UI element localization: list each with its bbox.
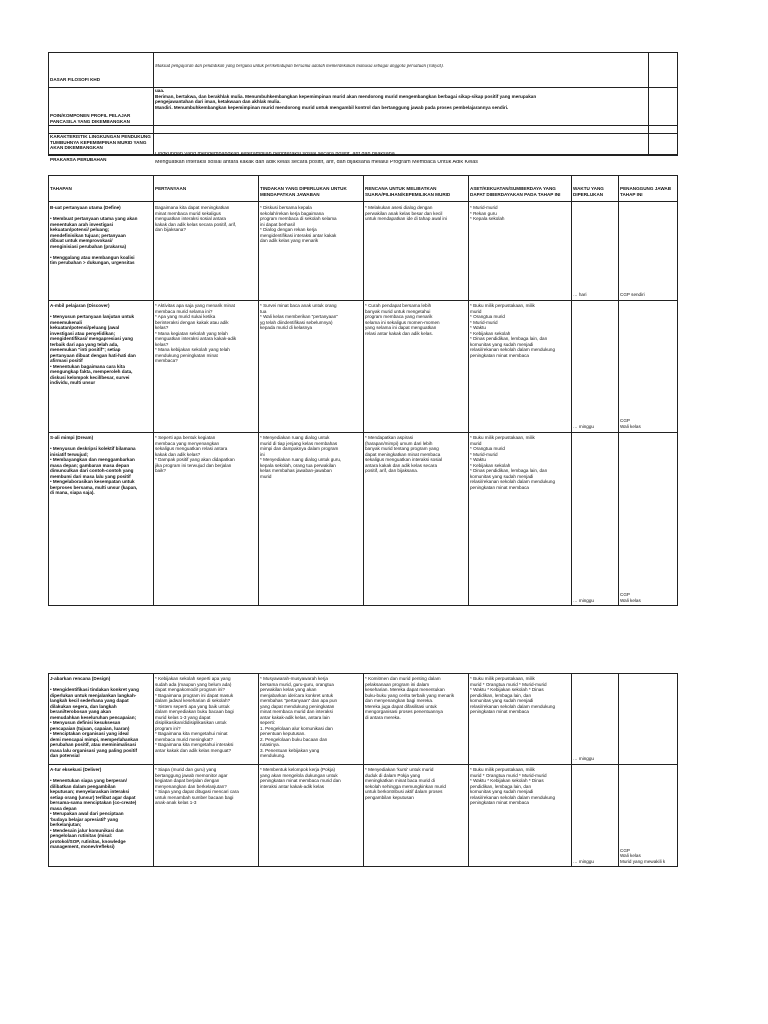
tahapan-line: dilibatkan dalam pengambilan [50, 783, 116, 789]
pertanyaan-line: * Seperti apa bentuk kegiatan [155, 435, 216, 440]
tahapan-line: menentukan arah investigasi [50, 221, 114, 227]
aset-cell [470, 767, 569, 806]
pertanyaan-cell [155, 205, 256, 233]
rencana-line: di antara mereka. [365, 714, 401, 720]
tahapan-line: • Menyusun deskripsi kolektif bilamana [50, 446, 136, 451]
tindakan-line: yang dapat mendukung peningkatan [260, 703, 335, 709]
pertanyaan-line: program ini? [155, 725, 181, 731]
aset-line: * Murid-murid [470, 451, 498, 457]
aset-line: * Kebijakan sekolah [470, 462, 511, 468]
aset-line: * Kebijakan sekolah [470, 330, 511, 336]
tahapan-line: keputusan; menyelaraskan interaksi [50, 789, 130, 794]
rencana-line: dan menyenangkan bagi mereka. [365, 698, 434, 703]
aset-line: * Kepala sekolah [470, 216, 505, 221]
tindakan-line: perwakilan kelas yang akan [260, 687, 317, 692]
pertanyaan-line: membaca murid meningkat? [155, 736, 213, 742]
rencana-line: yang selama ini dapat menguatkan [365, 325, 437, 330]
aset-line: murid * Orangtua murid * Murid-murid [470, 772, 547, 778]
aset-line: murid * Orangtua murid * Murid-murid [470, 681, 547, 687]
aset-line: * Waktu [470, 457, 486, 462]
pertanyaan-line: sudah ada (maupun yang belum ada) [155, 681, 232, 687]
tahapan-line: di mana, siapa saja). [50, 490, 95, 495]
pertanyaan-line: kelas? [155, 325, 169, 330]
tindakan-line: * Membentuk kelompok kerja (Pokja) [260, 767, 336, 772]
tahapan-line: • Menentukan bagaimana cara kita [50, 363, 125, 369]
tahapan-line: protokol/SOP, rutinitas, knowledge [50, 838, 126, 844]
tindakan-line: kelas membahas jawaban-jawaban [260, 468, 332, 473]
aset-line: relasi/rekanan sekolah dalam mendukung [470, 794, 556, 800]
rencana-line: mengorganisasi proses penentuannya [365, 709, 443, 714]
pertanyaan-line: disiplikasikan/didisiplikasikan untuk [155, 720, 227, 725]
tindakan-line: murid di tiap jenjang kelas membahas [260, 440, 338, 446]
tindakan-line: ini [260, 451, 265, 457]
tahapan-line: dilakukan segera, dan langkah [50, 703, 117, 709]
pertanyaan-line: menguatkan interaksi antara kakak-adik [155, 336, 237, 341]
tahapan-line: • Merupakan awal dari penciptaan [50, 811, 124, 816]
tindakan-line: kepala sekolah, orang tua perwakilan [260, 462, 336, 468]
pertanyaan-line: minat membaca murid sekaligus [155, 210, 221, 216]
pertanyaan-cell [155, 303, 256, 364]
pertanyaan-line: * Bagaimana program ini dapat masuk [155, 692, 234, 698]
label-profil-pelajar: POIN/KOMPONEN PROFIL PELAJAR PANCASILA YANG DIKEMBANGKAN [50, 113, 131, 124]
tahapan-line: • Membayangkan dan menggambarkan [50, 457, 135, 462]
tahapan-cell [50, 205, 151, 266]
tahapan-line: • Mendesain jalur komunikasi dan [50, 827, 124, 833]
tahapan-line: masa lalu organisasi yang paling positif [50, 747, 138, 753]
tindakan-line: menjabarkan ide/cara konkret untuk [260, 692, 334, 698]
tahapan-line: 'budaya belajar apresiatif' yang [50, 816, 119, 822]
aset-line: * Murid-murid [470, 319, 498, 325]
rencana-line: duduk di dalam Pokja yang [365, 772, 421, 778]
tindakan-cell [260, 303, 361, 331]
content-dasar-filosofi: Maksud pengajaran dan pendidikan yang berguna untuk perikehidupan bersama adalah memerdekakan manusia sebagai anggota persatuan (rakyat). [155, 64, 444, 69]
rencana-line: dapat meningkatkan minat membaca [365, 451, 441, 457]
tindakan-line: peningkatan minat membaca murid dan [260, 778, 341, 783]
waktu-cell: … hari [573, 292, 587, 297]
tindakan-line: yg telah diindentifikasi sebelumnya) [260, 319, 333, 325]
rencana-line: (harapan/mimpi) umum dari lebih [365, 440, 433, 446]
rencana-cell [365, 767, 466, 800]
tahapan-line: pencapaian (tujuan, capaian, luaran) [50, 725, 130, 731]
tahapan-line: S-ali mimpi (Dream) [50, 435, 94, 440]
tahapan-line: A-tur eksekusi (Deliver) [50, 767, 102, 772]
tahapan-line: masa depan [50, 805, 77, 811]
pertanyaan-line: * Siapa (murid dan guru) yang [155, 767, 217, 772]
aset-line: * Buku milik perpustakaan, milik [470, 435, 535, 440]
tahapan-line: membumi dari masa lalu yang positif [50, 473, 131, 479]
tahapan-line: dibuat untuk memprovokasi/ [50, 238, 113, 243]
tahapan-line: mendefinisikan tujuan; pertanyaan [50, 232, 126, 238]
pertanyaan-line: * Apa yang murid sukai ketika [155, 314, 216, 319]
tindakan-line: interaksi antar kakak-adik kelas [260, 783, 325, 789]
rencana-line: sekaligus menguatkan interaksi sosial [365, 457, 443, 462]
header-tahapan: TAHAPAN [50, 186, 72, 191]
aset-line: * Dinas pendidikan, lembaga lain, dan [470, 336, 548, 341]
aset-line: * Orangtua murid [470, 314, 505, 319]
pj-line: CGP [620, 847, 630, 853]
pertanyaan-line: membaca? [155, 358, 178, 363]
pj-cell [620, 292, 677, 298]
aset-cell [470, 676, 569, 715]
label-dasar-filosofi: DASAR FILOSOFI KHD [50, 77, 101, 82]
pertanyaan-line: dalam jadwal keseharian di sekolah? [155, 698, 231, 703]
rencana-line: selama ini sekaligus momen-momen [365, 319, 440, 325]
pertanyaan-line: * Bagaimana kita mengetahui minat [155, 731, 228, 736]
tahapan-cell [50, 676, 151, 759]
rencana-line: banyak murid tentang program yang [365, 446, 439, 451]
tahapan-line: afirmasi positif [50, 358, 83, 363]
rencana-line: antara kakak dan adik kelas secara [365, 462, 438, 468]
tindakan-line: * Musyawarah-musyawarah kerja [260, 676, 328, 681]
pertanyaan-line: kakak dan adik kelas secara positif, arif, [155, 221, 237, 227]
pj-line: Wali kelas [620, 853, 641, 858]
tahapan-line: diperlukan untuk menjalankan langkah- [50, 692, 137, 698]
tahapan-line: berproses bersama, multi unsur (kapan, [50, 484, 138, 490]
waktu-cell: … minggu [573, 424, 594, 429]
aset-line: relasi/rekanan sekolah dalam mendukung [470, 347, 556, 352]
tindakan-line: * Survei minat baca anak untuk orang [260, 303, 337, 308]
rencana-line: positif, arif, dan bijaksana. [365, 468, 419, 473]
content-prakarsa: Menguatkan interaksi sosial antara kakak dan adik kelas secara positif, arif, dan bijaksana melalui Program Membaca Untuk Adik Kelas [155, 160, 479, 165]
aset-line: * Dinas pendidikan, lembaga lain, dan [470, 468, 548, 473]
header-waktu: WAKTU YANG DIPERLUKAN [573, 186, 604, 197]
header-pj: PENANGGUNG JAWAB TAHAP INI [620, 186, 672, 197]
header-tindakan: TINDAKAN YANG DIPERLUKAN UNTUK MENDAPATKAN JAWABAN [260, 186, 347, 197]
tindakan-line: * Dialog dengan rekan kerja [260, 227, 317, 232]
aset-cell [470, 435, 569, 490]
pertanyaan-line: dapat mengakomodir program ini? [155, 687, 225, 692]
tindakan-line: dan adik kelas yang menarik [260, 238, 319, 243]
tindakan-line: mengidentifikasi interaksi antar kakak [260, 232, 337, 238]
rencana-line: buku-buku yang cerita terbaik yang menarik [365, 692, 455, 698]
tahapan-line: setiap orang (unsur) terlibat agar dapat [50, 794, 136, 800]
tindakan-line: rutasinya. [260, 742, 280, 747]
pertanyaan-line: bertanggung jawab memonitor agar [155, 772, 228, 778]
tindakan-line: 2. Pengelolaan buku bacaan dan [260, 736, 328, 742]
tahapan-line: J-abarkan rencana (Design) [50, 676, 111, 681]
rencana-line: * Mendapatkan aspirasi [365, 435, 414, 440]
rencana-cell [365, 205, 466, 222]
pertanyaan-line: kakak dan adik kelas? [155, 451, 201, 457]
tahapan-cell [50, 767, 151, 850]
aset-line: * Orangtua murid [470, 446, 505, 451]
tahapan-line: menginisiasi perubahan (prakarsa) [50, 243, 127, 249]
pertanyaan-line: murid kelas 1-3 yang dapat [155, 714, 211, 720]
aset-line: * Buku milik perpustakaan, milik [470, 676, 535, 681]
tahapan-line: tim perubahan > dukungan, urgensitas [50, 260, 135, 265]
pertanyaan-line: * Bagaimana kita mengetahui interaksi [155, 742, 234, 747]
tindakan-line: penentuan keputusan. [260, 731, 306, 736]
pertanyaan-line: Bagaimana kita dapat meningkatkan [155, 205, 230, 210]
pj-line: CGP [620, 418, 630, 423]
aset-cell [470, 205, 569, 222]
pj-line: CGP sendiri [620, 291, 645, 297]
tahapan-line: menemukan "inti positif"; setiap [50, 347, 121, 352]
tahapan-line: investigasi atau penyelidikan; [50, 330, 116, 336]
pertanyaan-line: * Aktivitas apa saja yang menarik minat [155, 303, 235, 308]
pertanyaan-line: membaca murid selama ini? [155, 308, 213, 314]
rencana-cell [365, 676, 466, 720]
rencana-line: program membaca yang menarik [365, 314, 433, 319]
aset-line: peningkatan minat membaca [470, 352, 529, 358]
aset-line: komunitas yang sudah menjadi [470, 789, 534, 794]
aset-line: * Rekan guru [470, 210, 497, 216]
tahapan-line: perubahan positif, atau meminimalisasi [50, 742, 137, 747]
pertanyaan-line: * Mana kebijakan sekolah yang telah [155, 347, 230, 352]
rencana-line: * Menyediakan 'kursi' untuk murid [365, 767, 434, 772]
tahapan-line: • Membuat pertanyaan utama yang akan [50, 216, 138, 221]
tahapan-line: individu, multi unsur [50, 380, 96, 385]
header-rencana: RENCANA UNTUK MELIBATKAN SUARA/PILIHAN/KEPEMILIKAN MURID [365, 186, 451, 197]
rencana-line: * Melakukan asesi dialog dengan [365, 205, 433, 210]
tahapan-line: bersama-sama menciptakan (co-create) [50, 800, 137, 805]
tahapan-line: pengelolaan rutinitas (misal: [50, 833, 113, 838]
tahapan-line: pertanyaan dibuat dengan hati-hati dan [50, 352, 136, 358]
content-profil-pelajar: uaa. Beriman, bertakwa, dan berakhlak mulia. Menumbuhkembangkan kepemimpinan murid akan mendorong murid mengembangkan berbagai sikap-sikap positif yang merupakan pengejawantahan dari iman, ketakwaan dan akhlak mulia. Mandiri. Menumbuhkembangkan kepemimpinan murid mendorong murid untuk mengambil kontrol dan bertanggung jawab pada proses pembelajarannya sendiri. [155, 88, 537, 110]
tahapan-line: management, monev/refleksi) [50, 844, 115, 849]
pj-line: Wali kelas [620, 597, 641, 603]
tahapan-line: diskusi kelompok kecil/besar, survei [50, 374, 130, 380]
tindakan-line: 1. Pengelolaan alur komunikasi dan [260, 725, 333, 731]
tahapan-line: kekuatan/potensi/ peluang; [50, 227, 110, 232]
tindakan-line: * Diskusi bersama kepala [260, 205, 312, 210]
aset-line: * Murid-murid [470, 205, 498, 210]
tahapan-line: mengidentifikasi/ mengapresiasi yang [50, 336, 133, 341]
pertanyaan-line: menguatkan interaksi sosial antara [155, 216, 226, 221]
pj-cell [620, 418, 677, 429]
aset-line: komunitas yang sudah menjadi [470, 473, 534, 479]
pertanyaan-line: anak-anak kelas 1-3 [155, 800, 197, 805]
pertanyaan-line: berinteraksi dengan kakak atau adik [155, 319, 229, 325]
label-karakteristik: KARAKTERISTIK LINGKUNGAN PENDUKUNG TUMBUHNYA KEPEMIMPINAN MURID YANG AKAN DIKEMBANGKAN [50, 134, 151, 150]
aset-line: murid [470, 440, 482, 446]
rencana-line: banyak murid untuk mengetahui [365, 308, 431, 314]
aset-line: * Waktu [470, 325, 486, 330]
tahapan-line: • Menyusun definisi kesuksesan [50, 720, 121, 725]
tahapan-line: • Menyusun pertanyaan lanjutan untuk [50, 314, 135, 319]
pertanyaan-line: kelas? [155, 341, 169, 347]
tindakan-cell [260, 767, 361, 789]
tahapan-line: • Menentukan siapa yang berperan/ [50, 778, 127, 783]
tahapan-line: menemukenali [50, 319, 82, 325]
tahapan-line: inisiatif terwujud; [50, 451, 89, 457]
aset-line: * Waktu * Kebijakan sekolah * Dinas [470, 778, 544, 783]
pertanyaan-cell [155, 676, 256, 753]
pertanyaan-line: membaca yang menyenangkan [155, 440, 220, 446]
tahapan-line: A-mbil pelajaran (Discover) [50, 303, 110, 308]
pertanyaan-line: mendukung peningkatan minat [155, 352, 218, 358]
aset-line: komunitas yang sudah menjadi [470, 698, 534, 703]
pertanyaan-line: * Siapa yang dapat ditugasi mencari cara [155, 789, 239, 794]
tindakan-line: yang akan mengelola dukungan untuk [260, 772, 338, 778]
aset-line: peningkatan minat membaca [470, 800, 529, 805]
waktu-cell: … minggu [573, 598, 594, 603]
aset-line: * Waktu * Kebijakan sekolah * Dinas [470, 687, 544, 692]
tindakan-line: murid [260, 473, 272, 479]
aset-line: pendidikan, lembaga lain, dan [470, 783, 532, 789]
tindakan-line: minat membaca murid dan interaksi [260, 709, 333, 714]
tindakan-line: seperti: [260, 720, 276, 725]
tindakan-line: mimpi dan dampaknya dalam program [260, 446, 339, 451]
pj-line: Wali kelas [620, 423, 641, 429]
tahapan-line: mengungkap fakta, memperoleh data, [50, 369, 133, 374]
rencana-line: * Komitmen dan murid penting dalam [365, 676, 441, 681]
tindakan-line: tua [260, 308, 267, 314]
tahapan-line: dimunculkan dari contoh-contoh yang [50, 468, 134, 473]
pertanyaan-line: * Kebijakan sekolah seperti apa yang [155, 676, 231, 681]
pertanyaan-cell [155, 767, 256, 806]
tindakan-line: 3. Penentuan kebijakan yang [260, 747, 320, 753]
header-pertanyaan: PERTANYAAN [155, 186, 187, 191]
tindakan-cell [260, 676, 361, 759]
waktu-cell: … minggu [573, 859, 594, 864]
tindakan-line: kepada murid di kelasnya [260, 325, 313, 330]
pertanyaan-line: * Sistem seperti apa yang baik untuk [155, 703, 230, 709]
pertanyaan-line: dalam menyediakan buku bacaan bagi [155, 709, 234, 714]
pertanyaan-line: menyenangkan dan berkelanjutan? [155, 783, 227, 789]
rencana-line: * Curah pendapat bersama lebih [365, 303, 432, 308]
aset-line: * Buku milik perpustakaan, milik [470, 303, 535, 308]
tindakan-line: * Menyediakan ruang dialog untuk [260, 435, 330, 440]
rencana-cell [365, 435, 466, 474]
tahapan-line: terbaik dari apa yang telah ada, [50, 341, 119, 347]
tindakan-line: ini dapat berhasil [260, 221, 295, 227]
pertanyaan-line: baik? [155, 468, 166, 473]
pertanyaan-line: antar kakak dan adik kelas menguat? [155, 747, 232, 753]
rencana-line: sekolah sehingga memungkinkan murid [365, 783, 446, 789]
pertanyaan-line: * Dampak positif yang akan didapatkan [155, 457, 235, 462]
tindakan-cell [260, 205, 361, 244]
aset-line: peningkatan minat membaca [470, 709, 529, 714]
aset-line: * Buku milik perpustakaan, milik [470, 767, 535, 772]
pertanyaan-line: * Mana kegiatan sekolah yang telah [155, 330, 228, 336]
aset-cell [470, 303, 569, 358]
rencana-line: untuk mendapatkan ide di tahap awal ini [365, 216, 447, 221]
tahapan-line: dan potensial [50, 753, 80, 758]
tahapan-cell [50, 303, 151, 386]
tindakan-line: mendukung. [260, 753, 286, 758]
pj-line: Murid yang mewakili k [620, 858, 666, 864]
tindakan-line: sekolah/rekan kerja bagaimana [260, 210, 324, 216]
tahapan-line: masa depan; gambaran masa depan [50, 462, 130, 468]
tahapan-line: • Mengidentifikasi tindakan konkret yang [50, 687, 139, 692]
tindakan-cell [260, 435, 361, 479]
tindakan-line: * Menyediakan ruang dialog untuk guru, [260, 457, 342, 462]
header-aset: ASET/KEKUATAN/SUMBERDAYA YANG DAPAT DIBERDAYAKAN PADA TAHAP INI [470, 186, 561, 197]
rencana-line: Mereka juga dapat difasilitasi untuk [365, 703, 437, 709]
waktu-cell: … minggu [573, 756, 594, 761]
rencana-line: pelaksanaan program ini dalam [365, 681, 430, 687]
label-prakarsa: PRAKARSA PERUBAHAN [50, 157, 107, 162]
tahapan-line: memudahkan keseluruhan pencapaian; [50, 714, 137, 720]
pertanyaan-cell [155, 435, 256, 474]
aset-line: relasi/rekanan sekolah dalam mendukung [470, 479, 556, 484]
tahapan-line: kekuatan/potensi/peluang (awal [50, 325, 120, 330]
pj-cell [620, 848, 677, 865]
rencana-line: relasi antar kakak dan adik kelas. [365, 330, 433, 336]
tahapan-line: langkah kecil sederhana yang dapat [50, 698, 129, 703]
rencana-cell [365, 303, 466, 336]
tahapan-line: berkelanjutan; [50, 822, 82, 827]
tindakan-line: membahas "pertanyaan" dan apa pun [260, 698, 338, 703]
tindakan-line: antar kakak-adik kelas, antara lain [260, 714, 330, 720]
aset-line: pendidikan, lembaga lain, dan [470, 692, 532, 698]
pj-line: CGP [620, 592, 630, 597]
aset-line: murid [470, 308, 482, 314]
aset-line: peningkatan minat membaca [470, 484, 529, 490]
rencana-line: perwakilan anak kelas besar dan kecil [365, 210, 443, 216]
tahapan-cell [50, 435, 151, 496]
tindakan-line: program membaca di sekolah selama [260, 216, 337, 221]
tahapan-line: B-uat pertanyaan utama (Define) [50, 205, 121, 210]
rencana-line: pengambilan keputusan [365, 794, 414, 800]
rencana-line: meningkatkan minat baca murid di [365, 778, 435, 783]
aset-line: relasi/rekanan sekolah dalam mendukung [470, 703, 556, 709]
tahapan-line: • Mengelaborasikan kesempatan untuk [50, 479, 135, 484]
tahapan-line: demi mencapai mimpi, memperlahankan [50, 736, 139, 742]
rencana-line: keseharian. Mereka dapat menentukan [365, 687, 445, 692]
content-karakteristik: Lingkungan yang mengembangkan keterampilan berinteraksi sosial secara positif, arif dan bijaksana [155, 152, 395, 157]
tindakan-line: bersama murid, guru-guru, orangtua [260, 681, 334, 687]
pertanyaan-line: sekaligus menguatkan relasi antara [155, 446, 228, 451]
aset-line: komunitas yang sudah menjadi [470, 341, 534, 347]
pertanyaan-line: jika program ini terwujud dan berjalan [155, 462, 232, 468]
tindakan-line: * Wali kelas memberikan "pertanyaan" [260, 314, 338, 319]
tahapan-line: berani/terobosan yang akan [50, 709, 112, 714]
tahapan-line: • Menggalang atau membangun koalisi [50, 254, 135, 260]
pj-cell [620, 592, 677, 603]
tahapan-line: • Menciptakan organisasi yang ideal [50, 731, 129, 736]
rencana-line: untuk berkontribusi aktif dalam proses [365, 789, 443, 794]
pertanyaan-line: untuk menambah sumber bacaan bagi [155, 794, 234, 800]
pertanyaan-line: kegiatan dapat berjalan dengan [155, 778, 220, 783]
pertanyaan-line: dan bijaksana? [155, 227, 186, 232]
